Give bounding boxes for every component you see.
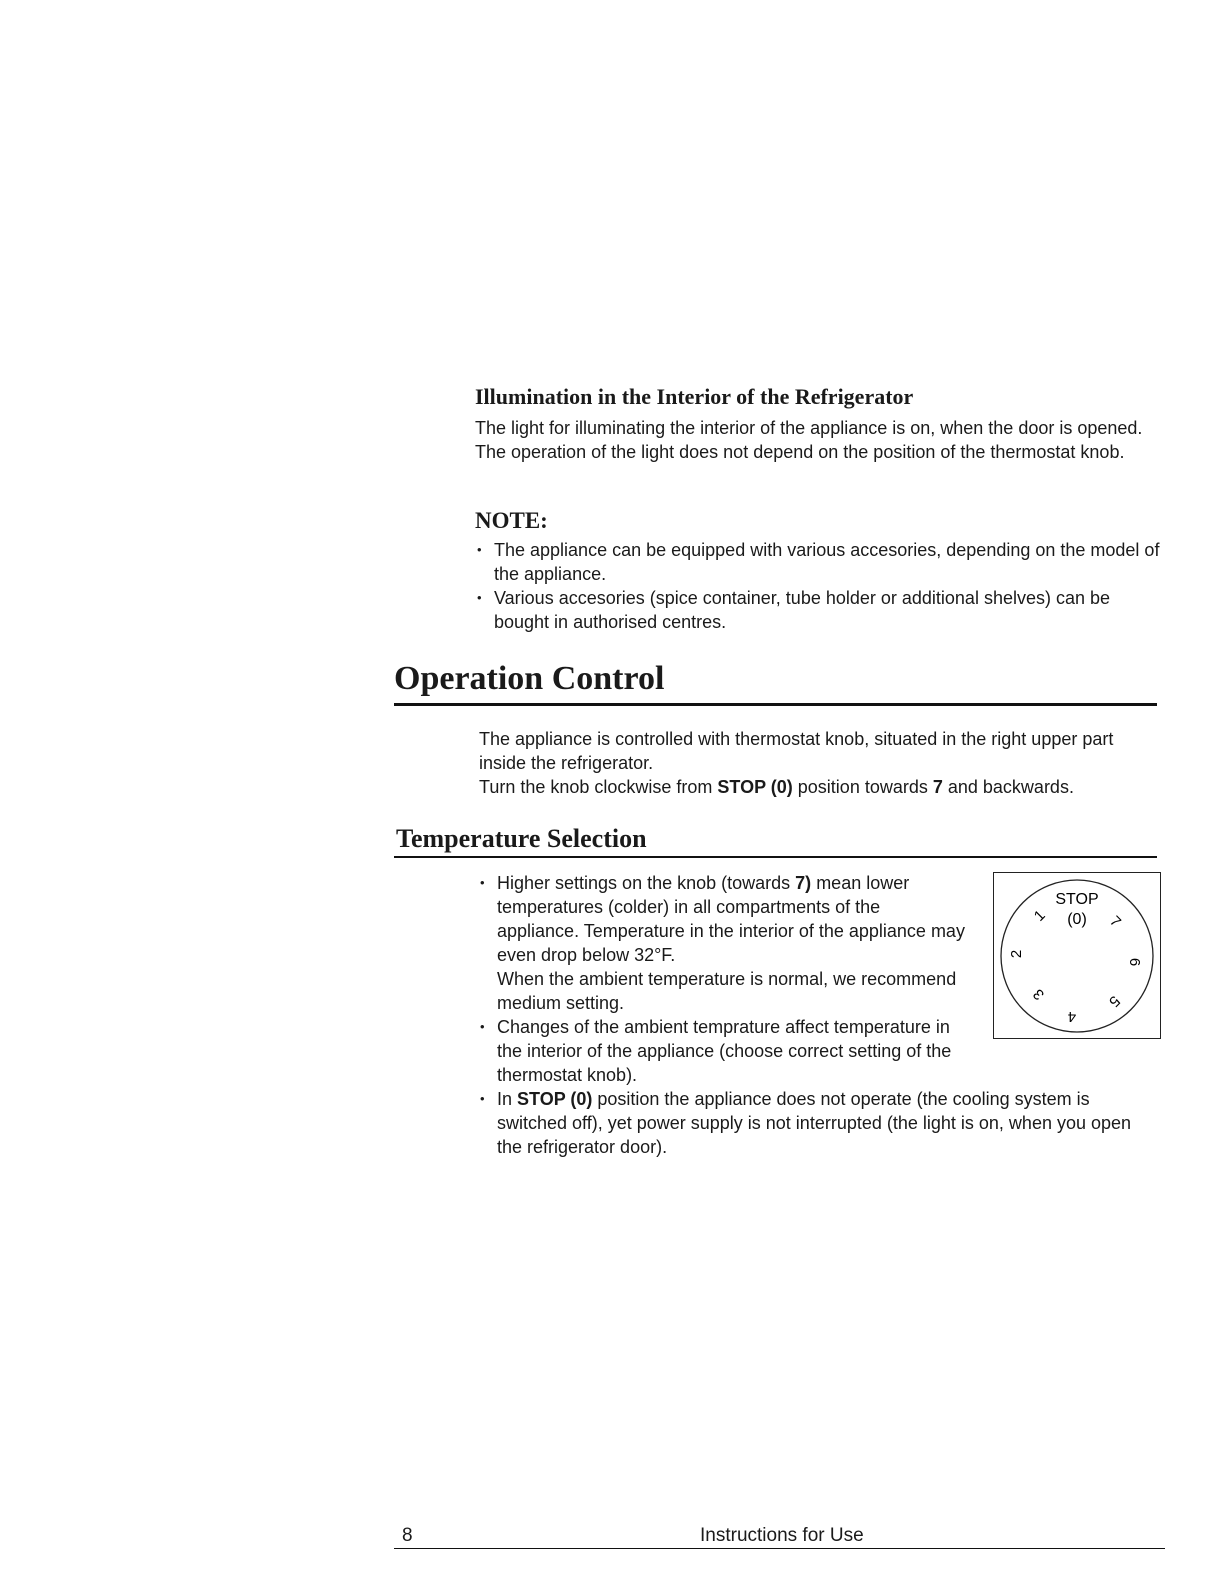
text-run: Turn the knob clockwise from bbox=[479, 777, 718, 797]
temperature-item-text bbox=[497, 1087, 1158, 1159]
note-item: • The appliance can be equipped with various accesories, depending on the model of the appliance. bbox=[475, 538, 1165, 586]
text-run: position the appliance does not operate (the cooling system is switched off), yet power supply is not interrupted (the light is on, when you open the refrigerator door). bbox=[497, 1089, 1132, 1157]
knob-number-5: 5 bbox=[1105, 992, 1124, 1011]
stop-zero-label: STOP (0) bbox=[717, 777, 793, 797]
thermostat-knob-dial bbox=[994, 873, 1159, 1037]
knob-number-4: 4 bbox=[1067, 1008, 1077, 1025]
temperature-item-text: • Changes of the ambient temprature affect temperature in the interior of the appliance (choose correct setting of the thermostat knob). bbox=[497, 1017, 952, 1085]
illumination-paragraph: The light for illuminating the interior of the appliance is on, when the door is opened. The operation of the light does not depend on the position of the thermostat knob. bbox=[475, 418, 1143, 462]
illumination-heading: Illumination in the Interior of the Refrigerator bbox=[475, 384, 914, 409]
temperature-item-text: When the ambient temperature is normal, we recommend medium setting. bbox=[497, 969, 957, 1013]
page-number: 8 bbox=[402, 1525, 413, 1546]
footer-rule bbox=[394, 1548, 1165, 1549]
section-divider bbox=[394, 703, 1157, 706]
knob-number-7: 7 bbox=[1106, 912, 1125, 931]
text-run: position towards bbox=[792, 777, 933, 797]
knob-number-2: 2 bbox=[1008, 949, 1025, 959]
temperature-item-text bbox=[497, 871, 967, 967]
knob-number-6: 6 bbox=[1126, 957, 1143, 967]
knob-stop-label: STOP bbox=[1055, 891, 1099, 908]
section-divider bbox=[394, 856, 1157, 858]
operation-control-heading: Operation Control bbox=[394, 660, 665, 697]
operation-line: The appliance is controlled with thermostat knob, situated in the right upper part inside the refrigerator. bbox=[479, 729, 1114, 773]
text-run: and backwards. bbox=[942, 777, 1074, 797]
text-run: mean lower temperatures (colder) in all compartments of the appliance. Temperature in the interior of the appliance may even drop below 32°F. bbox=[497, 873, 965, 965]
note-list bbox=[475, 538, 1165, 634]
setting-seven-label: 7 bbox=[932, 777, 943, 797]
note-item: • Various accesories (spice container, tube holder or additional shelves) can be bought in authorised centres. bbox=[475, 586, 1165, 634]
temperature-selection-heading: Temperature Selection bbox=[396, 824, 647, 853]
knob-zero-label: (0) bbox=[1067, 911, 1087, 928]
text-run: In bbox=[497, 1089, 518, 1109]
text-run: 7) bbox=[795, 873, 812, 893]
text-run: Higher settings on the knob (towards bbox=[497, 873, 796, 893]
operation-control-paragraph bbox=[479, 727, 1159, 799]
operation-line bbox=[479, 775, 1159, 799]
temperature-item bbox=[478, 1087, 1158, 1159]
knob-number-1: 1 bbox=[1030, 906, 1049, 925]
thermostat-knob-figure bbox=[993, 872, 1161, 1039]
note-heading: NOTE: bbox=[475, 508, 548, 533]
text-run: STOP (0) bbox=[517, 1089, 593, 1109]
document-name: Instructions for Use bbox=[700, 1525, 864, 1546]
knob-number-3: 3 bbox=[1029, 985, 1048, 1004]
